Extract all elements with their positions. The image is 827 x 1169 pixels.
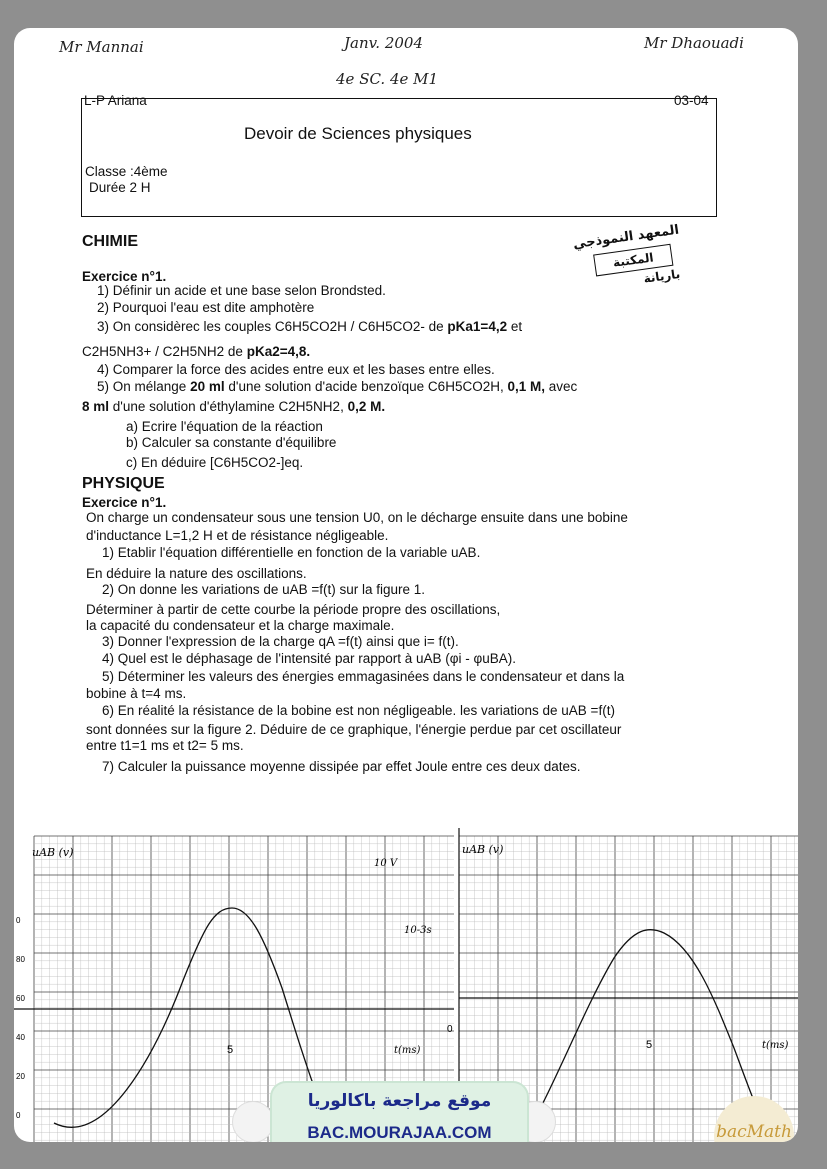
physique-q5: 5) Déterminer les valeurs des énergies emmagasinées dans le condensateur et dans la: [102, 669, 625, 684]
chimie-qa: a) Ecrire l'équation de la réaction: [126, 419, 323, 434]
banner-left-badge-icon: [232, 1101, 274, 1142]
figure-1-ytick-labels: [16, 916, 25, 1120]
handwritten-classes: 4e SC. 4e M1: [336, 70, 439, 88]
banner-arabic-text: موقع مراجعة باكالوريا: [307, 1091, 492, 1111]
figure-1-ytick-label: 80: [16, 955, 25, 964]
figure-2-tick-5: 5: [646, 1039, 653, 1051]
chimie-pka1: pKa1=4,2: [447, 319, 508, 334]
chimie-heading: CHIMIE: [82, 233, 138, 250]
header-box: [81, 98, 717, 217]
bacmath-logo-text: bacMath: [716, 1122, 792, 1142]
figure-1-ylabel: uAB (v): [32, 846, 74, 859]
chimie-q3-line2: [82, 344, 310, 359]
physique-q2c: la capacité du condensateur et la charge maximale.: [86, 618, 395, 633]
chimie-q4: 4) Comparer la force des acides entre eux et les bases entre elles.: [97, 362, 495, 377]
figure-1-ytick-label: 60: [16, 994, 25, 1003]
physique-heading: PHYSIQUE: [82, 475, 165, 492]
handwritten-teacher-left: Mr Mannai: [59, 38, 144, 56]
chimie-qb: b) Calculer sa constante d'équilibre: [126, 435, 337, 450]
chimie-q5-conc2: 0,2 M.: [347, 399, 386, 414]
classe-label: Classe :4ème: [85, 164, 168, 179]
scale-time: 10-3s: [404, 925, 432, 936]
handwritten-teacher-right: Mr Dhaouadi: [644, 34, 744, 52]
stamp-line-3: باريانة: [642, 266, 681, 286]
physique-q7: 7) Calculer la puissance moyenne dissipée par effet Joule entre ces deux dates.: [102, 759, 581, 774]
physique-q6c: entre t1=1 ms et t2= 5 ms.: [86, 738, 244, 753]
figure-2-ylabel: uAB (v): [462, 843, 504, 856]
chimie-q3-text: 3) On considèrec les couples C6H5CO2H / C6H5CO2- de: [97, 319, 444, 334]
physique-exercise-title: Exercice n°1.: [82, 495, 167, 510]
figure-1-ytick-label: 40: [16, 1033, 25, 1042]
chimie-pka2: pKa2=4,8.: [246, 344, 311, 359]
exam-paper: [14, 28, 798, 1142]
physique-intro-1: On charge un condensateur sous une tension U0, on le décharge ensuite dans une bobine: [86, 510, 628, 525]
scale-volts: 10 V: [374, 858, 398, 869]
page-title: Devoir de Sciences physiques: [244, 124, 472, 143]
school-name: L-P Ariana: [84, 93, 147, 108]
figure-1-tick-5: 5: [227, 1044, 234, 1056]
school-year: 03-04: [674, 93, 709, 108]
physique-q3: 3) Donner l'expression de la charge qA =f(t) ainsi que i= f(t).: [102, 634, 459, 649]
physique-q2b: Déterminer à partir de cette courbe la période propre des oscillations,: [86, 602, 501, 617]
library-stamp: [550, 212, 718, 304]
figure-2-origin: 0: [447, 1024, 453, 1035]
physique-q5b: bobine à t=4 ms.: [86, 686, 187, 701]
chimie-q5-avec: avec: [548, 379, 578, 394]
chimie-qc: c) En déduire [C6H5CO2-]eq.: [126, 455, 304, 470]
chimie-q5-line2: [82, 399, 385, 414]
chimie-q5-acid: d'une solution d'acide benzoïque C6H5CO2H,: [228, 379, 504, 394]
chimie-q5-base: d'une solution d'éthylamine C2H5NH2,: [112, 399, 344, 414]
chimie-q5-vol1: 20 ml: [190, 379, 225, 394]
chimie-exercise-title: Exercice n°1.: [82, 269, 167, 284]
physique-intro-2: d'inductance L=1,2 H et de résistance négligeable.: [86, 528, 389, 543]
figure-1-ytick-label: 20: [16, 1072, 25, 1081]
stamp-line-2: المكتبة: [593, 244, 673, 277]
physique-q6b: sont données sur la figure 2. Déduire de ce graphique, l'énergie perdue par cet oscillateur: [86, 722, 622, 737]
physique-q4: 4) Quel est le déphasage de l'intensité par rapport à uAB (φi - φuBA).: [102, 651, 517, 666]
physique-q6: 6) En réalité la résistance de la bobine est non négligeable. les variations de uAB =f(t): [102, 703, 615, 718]
duree-label: Durée 2 H: [89, 180, 151, 195]
figure-2-time-label: t(ms): [762, 1040, 789, 1051]
chimie-q5-line1: [97, 379, 577, 394]
site-banner[interactable]: [272, 1083, 527, 1142]
chimie-q1: 1) Définir un acide et une base selon Brondsted.: [97, 283, 386, 298]
figure-1-ytick-label: 0: [16, 916, 21, 925]
chimie-q3-line1: [97, 319, 522, 334]
stamp-line-1: المعهد النموذجي: [572, 222, 680, 253]
chimie-q5-vol2: 8 ml: [82, 399, 110, 414]
figure-1-time-label: t(ms): [394, 1045, 421, 1056]
figure-1-ytick-label: 0: [16, 1111, 21, 1120]
chimie-q3-couple2: C2H5NH3+ / C2H5NH2 de: [82, 344, 243, 359]
physique-q1b: En déduire la nature des oscillations.: [86, 566, 307, 581]
handwritten-date: Janv. 2004: [344, 34, 424, 52]
chimie-q5-conc1: 0,1 M,: [507, 379, 545, 394]
banner-site-url[interactable]: BAC.MOURAJAA.COM: [307, 1123, 492, 1142]
chimie-q2: 2) Pourquoi l'eau est dite amphotère: [97, 300, 315, 315]
chimie-q5-start: 5) On mélange: [97, 379, 187, 394]
physique-q2: 2) On donne les variations de uAB =f(t) sur la figure 1.: [102, 582, 426, 597]
chimie-q3-et: et: [510, 319, 523, 334]
physique-q1: 1) Etablir l'équation différentielle en fonction de la variable uAB.: [102, 545, 481, 560]
